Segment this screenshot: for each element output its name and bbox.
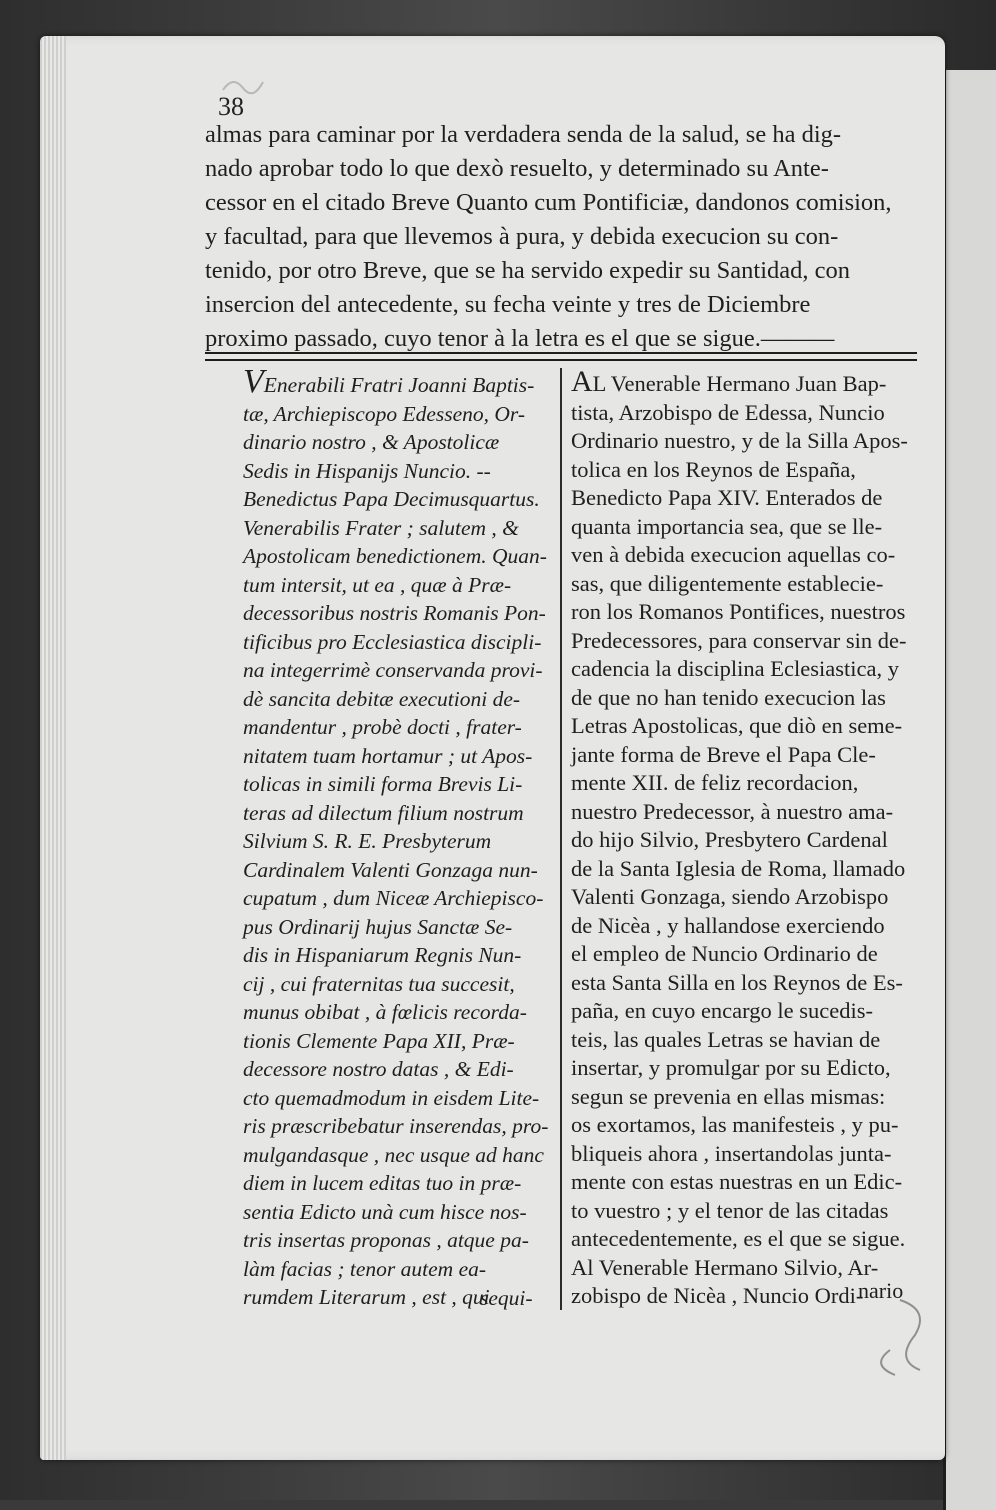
spanish-first-line (571, 365, 918, 399)
latin-line: cto quemadmodum in eisdem Lite- (243, 1085, 540, 1110)
latin-initial: V (243, 363, 264, 400)
spanish-line: ven à debida execucion aquellas co- (571, 542, 896, 567)
header-line: y facultad, para que llevemos à pura, y debida execucion su con- (205, 223, 839, 250)
latin-line: dis in Hispaniarum Regnis Nun- (243, 943, 522, 967)
spanish-line: os exortamos, las manifesteis , y pu- (571, 1112, 899, 1137)
latin-catchword: sequi- (480, 1286, 533, 1310)
latin-line: mandentur , probè docti , frater- (243, 715, 522, 739)
header-line: almas para caminar por la verdadera senda de la salud, se ha dig- (205, 121, 842, 148)
latin-line: teras ad dilectum filium nostrum (243, 800, 524, 825)
latin-line: ris præscribebatur inserendas, pro- (243, 1114, 549, 1138)
spanish-line: zobispo de Nicèa , Nuncio Ordi- (571, 1283, 864, 1308)
latin-line: làm facias ; tenor autem ea- (243, 1256, 487, 1281)
latin-line: mulgandasque , nec usque ad hanc (243, 1142, 544, 1167)
latin-line: diem in lucem editas tuo in præ- (243, 1171, 522, 1195)
spanish-line: mente con estas nuestras en un Edic- (571, 1169, 903, 1194)
page-stack-edge (40, 36, 66, 1460)
latin-line: sentia Edicto unà cum hisce nos- (243, 1199, 527, 1224)
latin-column (243, 363, 549, 1312)
header-line: cessor en el citado Breve Quanto cum Pontificiæ, dandonos comision, (205, 189, 892, 216)
spanish-line: ron los Romanos Pontifices, nuestros (571, 599, 906, 624)
spanish-line: mente XII. de feliz recordacion, (571, 770, 859, 795)
latin-line: Apostolicam benedictionem. Quan- (243, 544, 547, 568)
latin-line: tolicas in simili forma Brevis Li- (243, 772, 523, 796)
latin-line: Enerabili Fratri Joanni Baptis- (263, 373, 535, 397)
latin-line: Sedis in Hispanijs Nuncio. -- (243, 458, 491, 483)
latin-line: dè sancita debitæ executioni de- (243, 686, 521, 711)
spanish-line: de Nicèa , y hallandose exerciendo (571, 912, 885, 938)
spanish-column (571, 365, 918, 1311)
spanish-line: quanta importancia sea, que se lle- (571, 513, 883, 539)
header-paragraph (205, 118, 917, 356)
spanish-line: bliqueis ahora , insertandolas junta- (571, 1140, 892, 1166)
facing-page-edge (943, 70, 996, 1510)
spanish-line: Valenti Gonzaga, siendo Arzobispo (571, 884, 889, 909)
spanish-line: Letras Apostolicas, que diò en seme- (571, 713, 903, 738)
header-line: tenido, por otro Breve, que se ha servido expedir su Santidad, con (205, 257, 851, 284)
double-rule-bottom (205, 359, 917, 361)
spanish-line: sas, que diligentemente establecie- (571, 570, 884, 596)
latin-line: nitatem tuam hortamur ; ut Apos- (243, 743, 533, 768)
latin-line: tionis Clemente Papa XII, Præ- (243, 1028, 515, 1053)
latin-line: Benedictus Papa Decimusquartus. (243, 487, 540, 511)
latin-line: tæ, Archiepiscopo Edesseno, Or- (243, 401, 526, 426)
page-number: 38 (218, 92, 244, 121)
latin-line: tum intersit, ut ea , quæ à Præ- (243, 572, 512, 597)
spanish-line: el empleo de Nuncio Ordinario de (571, 941, 878, 966)
latin-line: Cardinalem Valenti Gonzaga nun- (243, 857, 538, 882)
latin-line: cupatum , dum Niceæ Archiepisco- (243, 886, 544, 910)
latin-line: decessoribus nostris Romanis Pon- (243, 601, 546, 625)
double-rule-top (205, 352, 917, 354)
spanish-line: jante forma de Breve el Papa Cle- (571, 741, 876, 767)
latin-line: Silvium S. R. E. Presbyterum (243, 829, 492, 853)
latin-line: dinario nostro , & Apostolicæ (243, 430, 500, 454)
spanish-line: de la Santa Iglesia de Roma, llamado (571, 855, 906, 881)
margin-scribble-mark (860, 1290, 940, 1380)
spanish-line: teis, las quales Letras se havian de (571, 1026, 881, 1052)
spanish-line: segun se prevenia en ellas mismas: (571, 1083, 886, 1109)
latin-line: tris insertas proponas , atque pa- (243, 1228, 529, 1252)
spanish-line: de que no han tenido execucion las (571, 684, 886, 710)
column-separator (560, 368, 562, 1310)
latin-line: tificibus pro Ecclesiastica discipli- (243, 629, 542, 654)
spanish-line: esta Santa Silla en los Reynos de Es- (571, 969, 903, 995)
latin-first-line (243, 363, 543, 400)
spanish-line: L Venerable Hermano Juan Bap- (592, 371, 887, 396)
header-line: proximo passado, cuyo tenor à la letra es el que se sigue.——— (205, 325, 835, 352)
latin-line: Venerabilis Frater ; salutem , & (243, 515, 519, 540)
spanish-line: do hijo Silvio, Presbytero Cardenal (571, 827, 888, 852)
latin-line: decessore nostro datas , & Edi- (243, 1057, 514, 1081)
spanish-line: Ordinario nuestro, y de la Silla Apos- (571, 428, 908, 453)
spanish-line: to vuestro ; y el tenor de las citadas (571, 1197, 889, 1223)
spanish-line: antecedentemente, es el que se sigue. (571, 1226, 906, 1251)
header-line: insercion del antecedente, su fecha veinte y tres de Diciembre (205, 291, 811, 318)
spanish-line: Predecessores, para conservar sin de- (571, 627, 907, 653)
spanish-initial: A (571, 365, 593, 398)
spanish-line: Al Venerable Hermano Silvio, Ar- (571, 1254, 879, 1280)
latin-line: pus Ordinarij hujus Sanctæ Se- (243, 914, 513, 939)
spanish-line: nuestro Predecessor, à nuestro ama- (571, 798, 894, 824)
latin-line: rumdem Literarum , est , qui (243, 1285, 490, 1309)
spanish-line: insertar, y promulgar por su Edicto, (571, 1055, 891, 1080)
spanish-line: tolica en los Reynos de España, (571, 456, 856, 482)
spanish-catchword: nario (858, 1278, 904, 1303)
latin-line: munus obibat , à fœlicis recorda- (243, 1000, 527, 1024)
spanish-line: tista, Arzobispo de Edessa, Nuncio (571, 399, 885, 425)
spanish-line: cadencia la disciplina Eclesiastica, y (571, 656, 899, 681)
latin-line: na integerrimè conservanda provi- (243, 658, 543, 682)
spanish-line: Benedicto Papa XIV. Enterados de (571, 485, 883, 510)
spanish-line: paña, en cuyo encargo le sucedis- (571, 998, 873, 1023)
latin-line: cij , cui fraternitas tua succesit, (243, 971, 515, 996)
header-line: nado aprobar todo lo que dexò resuelto, y determinado su Ante- (205, 155, 829, 182)
